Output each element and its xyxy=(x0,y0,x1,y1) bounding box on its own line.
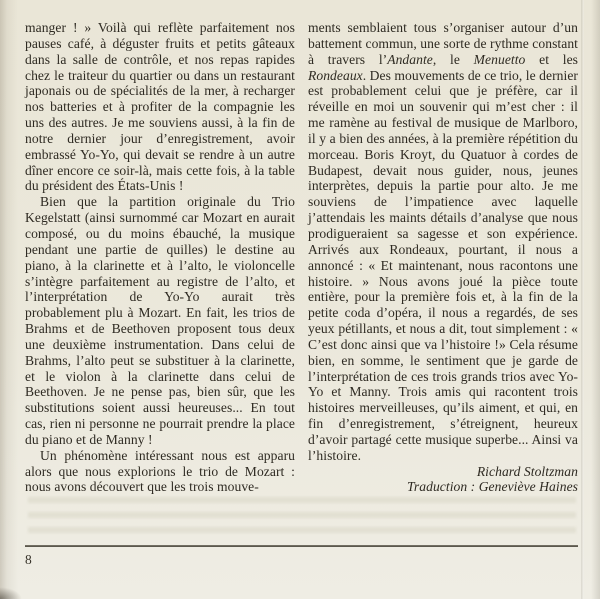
signature-block xyxy=(308,464,578,496)
right-column xyxy=(308,20,578,495)
translator-credit: Traduction : Geneviève Haines xyxy=(407,479,578,495)
text-segment: . Des mouvements de ce trio, le dernier est probablement celui que je préfère, car il réveille en moi un souvenir qui m’est cher : il me ramène au festival de musique de Marlboro, il y a bien des années, à la première répétition du morceau. Boris Kroyt, du Quatuor à cordes de Budapest, devait nous guider, nous, jeunes interprètes, depuis la partie pour alto. Je me souviens de l’impatience avec laquelle j’attendais les maints détails d’analyse que nous prodigueraient sa sagesse et son expérience. Arrivés aux Rondeaux, pourtant, il nous a annoncé : « Et maintenant, nous racontons une histoire. » Nous avons joué la pièce toute entière, pour la première fois et, à la fin de la petite coda d’opéra, il nous a regardés, de ses yeux pétillants, et nous a dit, tout simplement : « C’est donc ainsi que va l’histoire !» Cela résume bien, en somme, le sentiment que je garde de l’interprétation de ces trois grands trios avec Yo-Yo et Manny. Trois amis qui racontent trois histoires merveilleuses, qu’ils aiment, et qui, en fin d’enregistrement, s’étreignent, heureux d’avoir partagé cette musique superbe... Ainsi va l’histoire. xyxy=(308,67,578,463)
page-edge-crease xyxy=(581,0,584,599)
author-name: Richard Stoltzman xyxy=(476,463,578,479)
text-segment: et les xyxy=(525,51,578,67)
text-segment: ments semblaient tous s’organiser autour d’un battement commun, une sorte de rythme constant à travers l’ xyxy=(308,20,578,67)
text-segment: , le xyxy=(432,51,474,67)
work-title-menuetto: Menuetto xyxy=(473,51,526,67)
text-columns xyxy=(25,20,578,495)
paragraph-continuation: manger ! » Voilà qui reflète parfaitement nos pauses café, à déguster fruits et petits gâteaux dans la salle de contrôle, et nos repas rapides chez le traiteur du quartier ou dans un restaurant japonais ou de spécialités de la mer, à recharger nos batteries et à profiter de la compagnie les uns des autres. Je me souviens aussi, à la fin de notre dernier jour d’enregistrement, avoir embrassé Yo-Yo, qui devait se rendre à un autre dîner encore ce soir-là, mais cette fois, à la table du président des États-Unis ! xyxy=(25,20,295,194)
left-column xyxy=(25,20,295,495)
page-number: 8 xyxy=(25,552,32,567)
footer-rule xyxy=(25,545,578,547)
reverse-page-show-through xyxy=(28,497,576,541)
paragraph-movements xyxy=(308,20,578,464)
work-title-rondeaux: Rondeaux xyxy=(308,67,363,83)
paragraph-phenomene: Un phénomène intéressant nous est apparu alors que nous explorions le trio de Mozart : nous avons découvert que les trois mouve- xyxy=(25,447,295,495)
scan-corner-smudge xyxy=(0,587,22,599)
work-title-andante: Andante xyxy=(387,51,433,67)
paragraph-kegelstatt: Bien que la partition originale du Trio Kegelstatt (ainsi surnommé car Mozart en aurait composé, ou du moins ébauché, la musique pendant une partie de quilles) le destine au piano, à la clarinette et à l’alto, le violoncelle s’intègre parfaitement au registre de l’alto, et l’interprétation de Yo-Yo aurait très probablement plu à Mozart. En fait, les trios de Brahms et de Beethoven proposent tous deux une deuxième instrumentation. Dans celui de Brahms, l’alto peut se substituer à la clarinette, et le violon à la clarinette dans celui de Beethoven. Je ne pense pas, bien sûr, que les substitutions soient aussi heureuses... En tout cas, rien ni personne ne pourrait prendre la place du piano et de Manny ! xyxy=(25,194,295,447)
